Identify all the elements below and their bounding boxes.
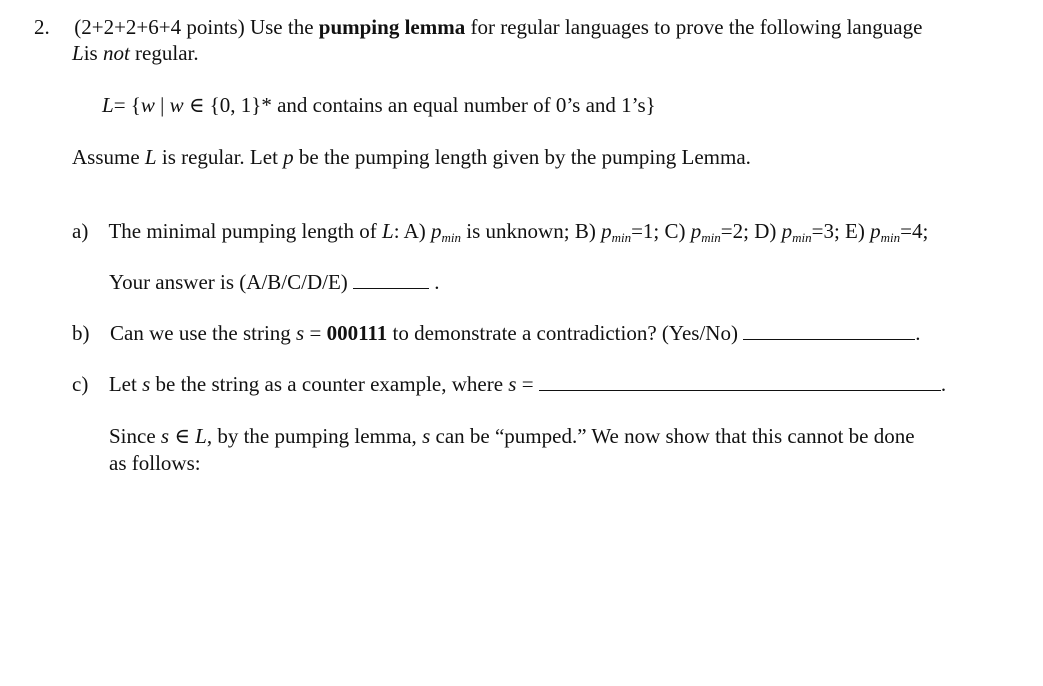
since-before: Since	[109, 424, 156, 448]
part-c-eq: =	[516, 372, 534, 396]
assume-p: p	[283, 145, 294, 169]
part-c-s2: s	[508, 372, 517, 396]
option-a: A)	[403, 219, 426, 243]
option-d-val: =3;	[811, 219, 840, 243]
since-s2: s	[422, 424, 431, 448]
part-b-label: b)	[72, 321, 90, 345]
part-b-eq: =	[304, 321, 327, 345]
option-a-text: is unknown;	[466, 219, 570, 243]
assume-line	[72, 145, 751, 169]
part-b-after: to demonstrate a contradiction? (Yes/No)	[392, 321, 738, 345]
part-c-since	[109, 424, 915, 448]
option-b-val: =1;	[631, 219, 660, 243]
since-s: s	[160, 424, 170, 448]
option-a-p: pmin	[431, 219, 462, 245]
part-a-answer	[109, 270, 440, 294]
answer-prompt: Your answer is (A/B/C/D/E)	[109, 270, 348, 294]
def-bar: |	[154, 93, 170, 117]
part-c-before: Let	[108, 372, 137, 396]
def-w2: w	[169, 93, 184, 117]
option-e-p: pmin	[870, 219, 901, 245]
part-b-before: Can we use the string	[110, 321, 291, 345]
option-e: E)	[845, 219, 865, 243]
line2-not: not	[102, 41, 130, 65]
since-L: L	[195, 424, 207, 448]
problem-header	[34, 15, 922, 39]
problem-number: 2.	[34, 15, 50, 39]
part-c-label: c)	[72, 372, 89, 396]
part-a-colon: :	[393, 219, 400, 243]
part-b-question	[72, 321, 920, 345]
problem-points: (2+2+2+6+4 points)	[74, 15, 245, 39]
part-c-mid: be the string as a counter example, where	[155, 372, 504, 396]
answer-b-end: .	[915, 321, 921, 345]
line2-before: is	[83, 41, 98, 65]
option-c-val: =2;	[720, 219, 749, 243]
since-mid: , by the pumping lemma,	[206, 424, 417, 448]
intro-after: for regular languages to prove the following language	[470, 15, 923, 39]
option-d: D)	[754, 219, 777, 243]
part-b-s: s	[296, 321, 305, 345]
part-c-question	[72, 372, 946, 396]
option-d-p: pmin	[781, 219, 812, 245]
answer-b-blank[interactable]	[743, 321, 915, 340]
part-c-s: s	[142, 372, 151, 396]
part-a-question	[72, 219, 928, 246]
answer-a-blank[interactable]	[353, 270, 429, 289]
option-b-p: pmin	[601, 219, 632, 245]
def-set-start: = {	[113, 93, 141, 117]
def-w1: w	[140, 93, 155, 117]
line2-after: regular.	[135, 41, 199, 65]
assume-before: Assume	[72, 145, 140, 169]
since-after: can be “pumped.” We now show that this cannot be done	[435, 424, 915, 448]
part-a-label: a)	[72, 219, 89, 243]
part-c-follows	[109, 451, 201, 475]
part-a-text: The minimal pumping length of	[108, 219, 377, 243]
since-in: ∈	[169, 424, 196, 448]
assume-after: be the pumping length given by the pumping Lemma.	[298, 145, 751, 169]
intro-before: Use the	[249, 15, 314, 39]
problem-line-2	[72, 41, 199, 65]
option-b: B)	[574, 219, 596, 243]
answer-a-end: .	[434, 270, 440, 294]
answer-c-blank[interactable]	[539, 372, 941, 391]
option-c-p: pmin	[690, 219, 721, 245]
def-elem: ∈	[183, 93, 210, 117]
assume-mid: is regular. Let	[161, 145, 278, 169]
intro-bold: pumping lemma	[318, 15, 466, 39]
option-c: C)	[664, 219, 686, 243]
def-alphabet: {0, 1}*	[209, 93, 272, 117]
language-definition	[102, 93, 656, 117]
option-e-val: =4;	[900, 219, 929, 243]
part-a-L: L	[382, 219, 394, 243]
assume-L: L	[144, 145, 157, 169]
answer-c-end: .	[940, 372, 947, 396]
line2-var: L	[72, 41, 84, 65]
def-rest: and contains an equal number of 0’s and 1’s}	[277, 93, 656, 117]
follows-text: as follows:	[109, 451, 201, 475]
def-lhs: L	[102, 93, 114, 117]
part-b-string: 000111	[326, 321, 388, 345]
